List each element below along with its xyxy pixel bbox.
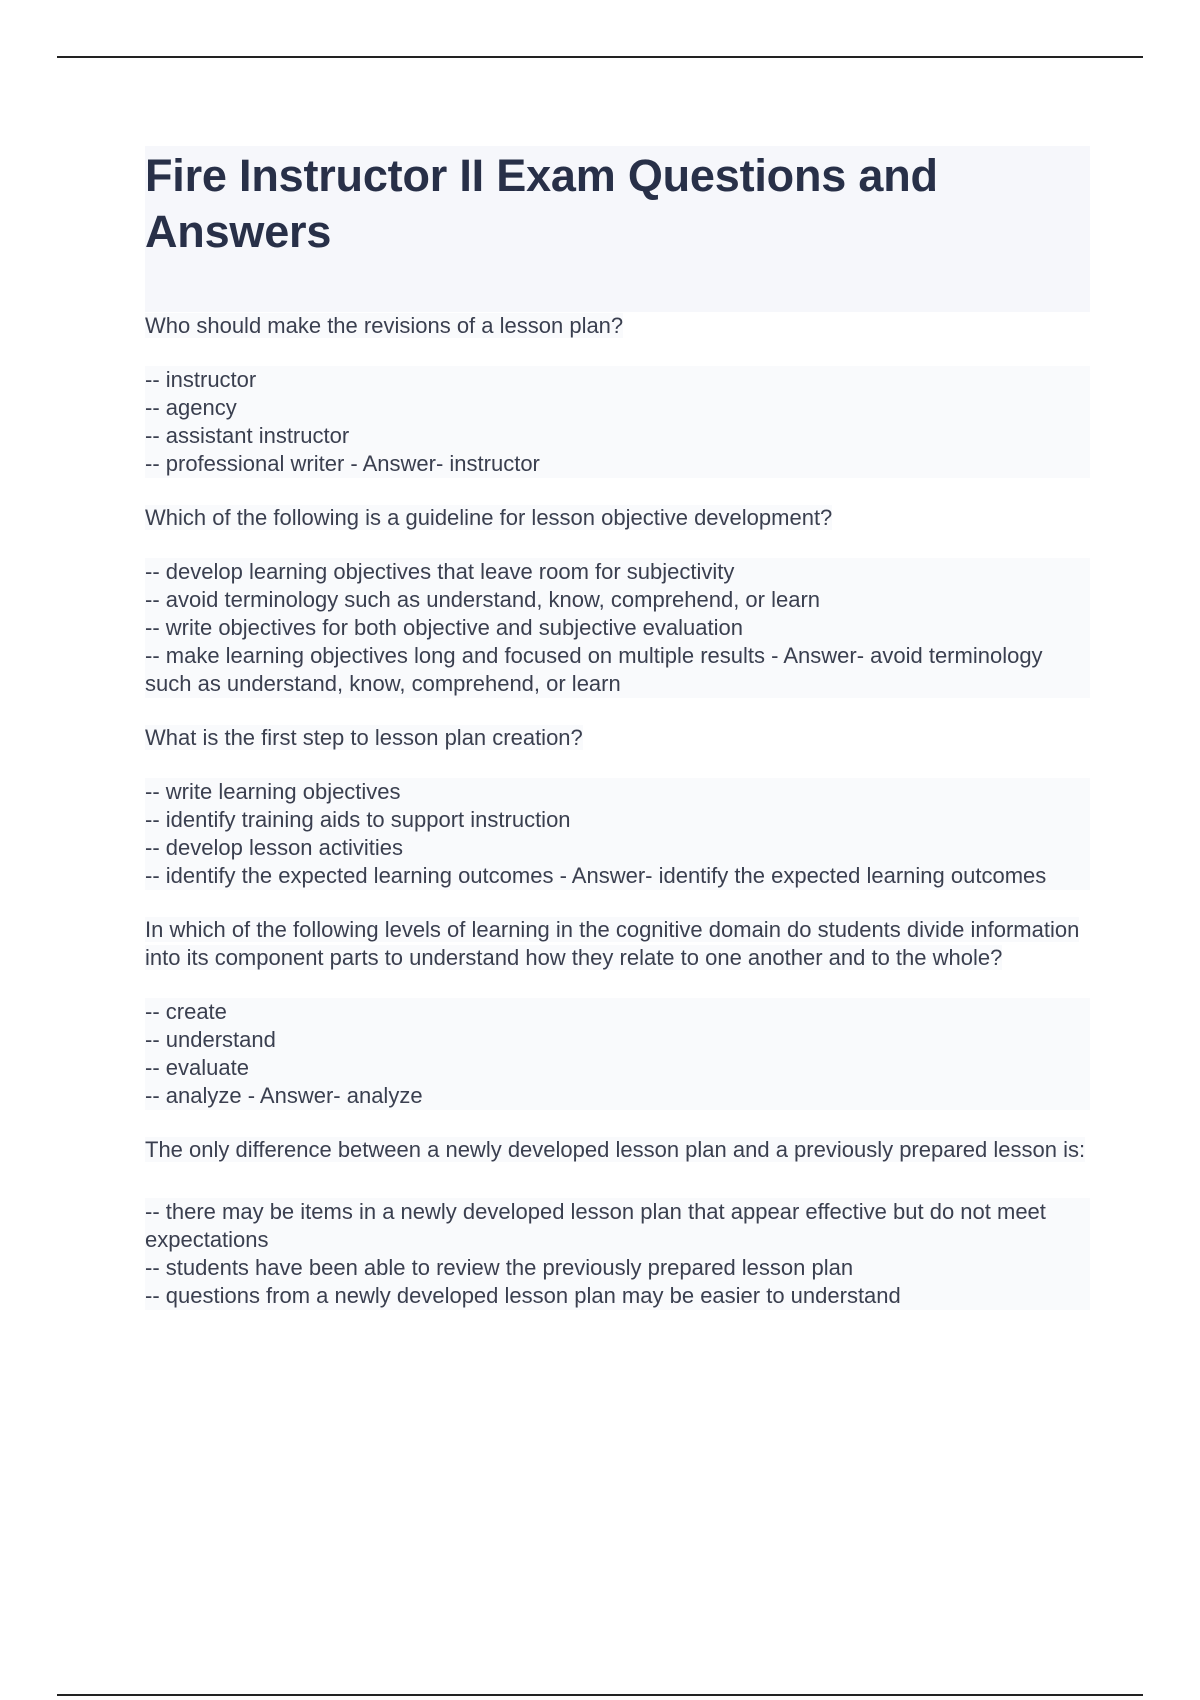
option-item: -- professional writer - Answer- instructor: [145, 450, 1090, 478]
option-list: [145, 1198, 1090, 1310]
question-item: [145, 724, 1090, 890]
option-item: -- identify training aids to support instruction: [145, 806, 1090, 834]
option-item: -- there may be items in a newly developed lesson plan that appear effective but do not meet expectations: [145, 1198, 1090, 1254]
option-item: -- develop learning objectives that leave room for subjectivity: [145, 558, 1090, 586]
question-item: [145, 916, 1090, 1110]
document-body: [145, 146, 1090, 1336]
option-item: -- write objectives for both objective and subjective evaluation: [145, 614, 1090, 642]
option-item: -- identify the expected learning outcomes - Answer- identify the expected learning outcomes: [145, 862, 1090, 890]
option-item: -- questions from a newly developed lesson plan may be easier to understand: [145, 1282, 1090, 1310]
option-item: -- analyze - Answer- analyze: [145, 1082, 1090, 1110]
option-item: -- instructor: [145, 366, 1090, 394]
question-text: Which of the following is a guideline for lesson objective development?: [145, 505, 833, 530]
option-item: -- understand: [145, 1026, 1090, 1054]
top-rule: [57, 56, 1143, 58]
question-item: [145, 312, 1090, 478]
option-list: [145, 998, 1090, 1110]
option-item: -- create: [145, 998, 1090, 1026]
question-list: [145, 312, 1090, 1310]
option-item: -- assistant instructor: [145, 422, 1090, 450]
question-text: The only difference between a newly developed lesson plan and a previously prepared lesson is:: [145, 1137, 1086, 1162]
option-list: [145, 558, 1090, 698]
option-list: [145, 778, 1090, 890]
option-item: -- students have been able to review the previously prepared lesson plan: [145, 1254, 1090, 1282]
question-text: Who should make the revisions of a lesson plan?: [145, 313, 624, 338]
title-block: [145, 146, 1090, 312]
option-item: -- avoid terminology such as understand, know, comprehend, or learn: [145, 586, 1090, 614]
question-text: What is the first step to lesson plan creation?: [145, 725, 583, 750]
option-item: -- develop lesson activities: [145, 834, 1090, 862]
question-text: In which of the following levels of learning in the cognitive domain do students divide information into its component parts to understand how they relate to one another and to the whole?: [145, 917, 1080, 970]
option-item: -- agency: [145, 394, 1090, 422]
option-list: [145, 366, 1090, 478]
option-item: -- write learning objectives: [145, 778, 1090, 806]
page-title: Fire Instructor II Exam Questions and Answers: [145, 150, 938, 257]
question-item: [145, 1136, 1090, 1310]
option-item: -- evaluate: [145, 1054, 1090, 1082]
option-item: -- make learning objectives long and focused on multiple results - Answer- avoid terminology such as understand, know, comprehend, or learn: [145, 642, 1090, 698]
question-item: [145, 504, 1090, 698]
bottom-rule: [57, 1694, 1143, 1696]
